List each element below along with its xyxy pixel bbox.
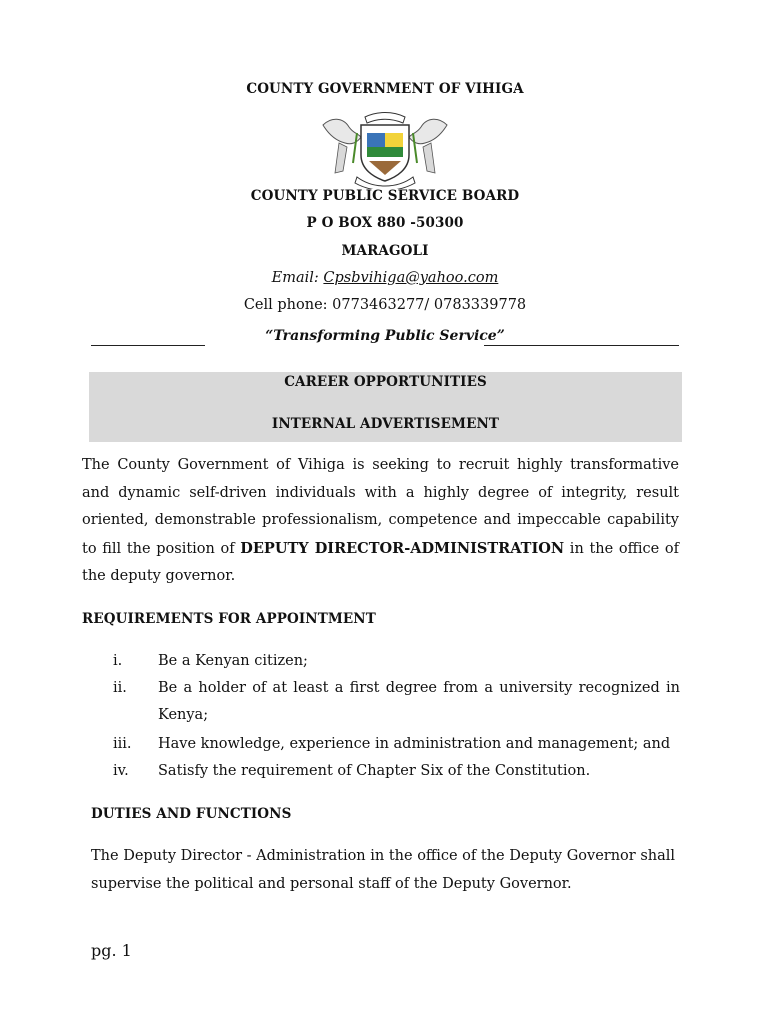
county-title: COUNTY GOVERNMENT OF VIHIGA (246, 81, 524, 97)
list-item-number: iii. (113, 736, 132, 752)
list-item-number: iv. (113, 763, 129, 779)
email-line (0, 270, 770, 286)
list-item: Satisfy the requirement of Chapter Six of the Constitution. (158, 763, 591, 779)
county-seal-icon (317, 103, 453, 189)
duties-heading: DUTIES AND FUNCTIONS (91, 806, 292, 822)
requirements-heading: REQUIREMENTS FOR APPOINTMENT (82, 611, 376, 627)
duties-paragraph: The Deputy Director - Administration in the office of the Deputy Governor shall supervise the political and personal staff of the Deputy Governor. (91, 848, 676, 892)
intro-paragraph (82, 452, 679, 591)
list-item-number: ii. (113, 680, 127, 696)
motto: “Transforming Public Service” (265, 328, 505, 344)
email-label: Email: (271, 270, 324, 286)
position-title: DEPUTY DIRECTOR-ADMINISTRATION (240, 539, 565, 557)
email-link[interactable]: Cpsbvihiga@yahoo.com (323, 270, 499, 286)
intro-text: The County Government of Vihiga is seeking to recruit highly transformative and dynamic self-driven individuals with a highly degree of integrity, result oriented, demonstrable professionalism, competence and impeccable capability to fill the position of (82, 457, 679, 557)
list-item: Be a Kenyan citizen; (158, 653, 308, 669)
page-number: pg. 1 (91, 941, 132, 960)
list-item-number: i. (113, 653, 123, 669)
list-item: Have knowledge, experience in administration and management; and (158, 736, 671, 752)
intro-text-end: in the office of the deputy governor. (82, 540, 679, 585)
motto-rule-left (91, 345, 205, 346)
banner-line-2: INTERNAL ADVERTISEMENT (271, 416, 500, 432)
phone-line: Cell phone: 0773463277/ 0783339778 (243, 297, 527, 313)
motto-row (91, 328, 679, 348)
banner-line-1: CAREER OPPORTUNITIES (284, 374, 487, 390)
motto-rule-right (484, 345, 679, 346)
career-banner (89, 372, 682, 442)
po-box: P O BOX 880 -50300 (306, 215, 464, 231)
list-item: Be a holder of at least a first degree from a university recognized in Kenya; (158, 680, 680, 723)
board-title: COUNTY PUBLIC SERVICE BOARD (250, 188, 520, 204)
town: MARAGOLI (341, 243, 429, 259)
